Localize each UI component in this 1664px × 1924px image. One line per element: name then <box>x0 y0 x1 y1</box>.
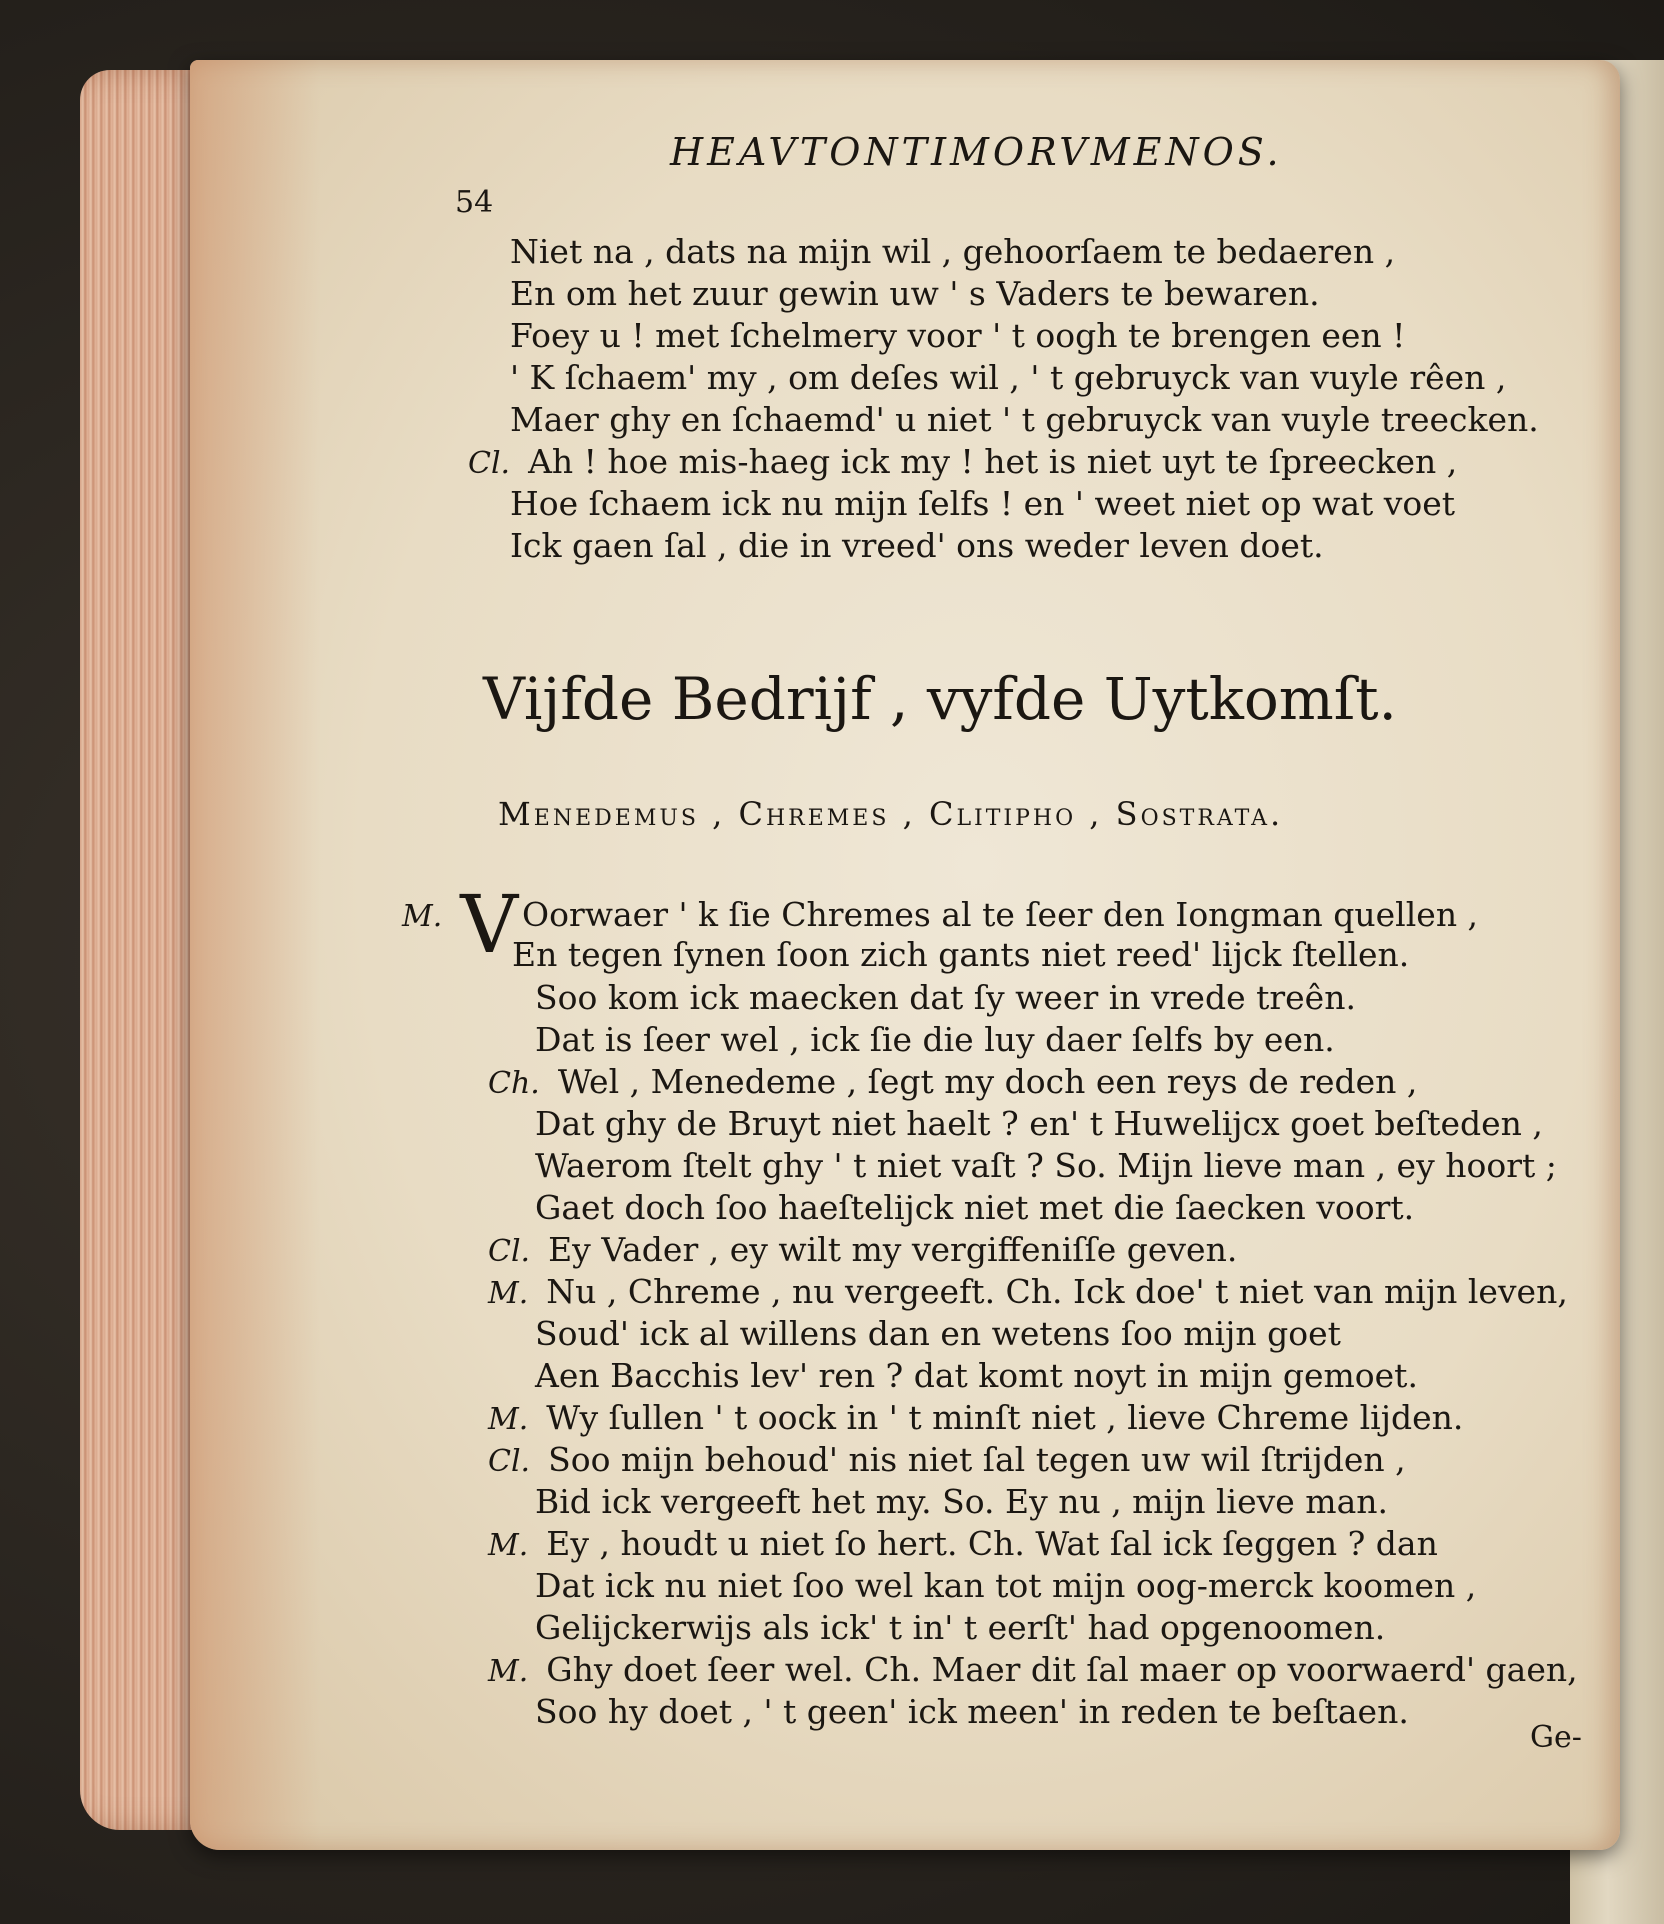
verse-text: Dat is ſeer wel , ick ſie die luy daer ſelfs by een. <box>535 1020 1335 1059</box>
verse-line <box>535 1608 1385 1648</box>
verse-line <box>488 1398 1463 1440</box>
verse-line <box>510 232 1395 272</box>
verse-line <box>488 1230 1237 1272</box>
verse-text: Gaet doch ſoo haeſtelijck niet met die ſaecken voort. <box>535 1188 1415 1227</box>
verse-line <box>488 1440 1406 1482</box>
verse-line <box>488 1524 1438 1566</box>
verse-text: Ghy doet ſeer wel. Ch. Maer dit ſal maer op voorwaerd' gaen, <box>546 1650 1578 1689</box>
verse-text: Maer ghy en ſchaemd' u niet ' t gebruyck van vuyle treecken. <box>510 400 1539 439</box>
second-dialogue-line: En tegen ſynen ſoon zich gants niet reed' lijck ſtellen. <box>512 935 1410 974</box>
verse-text: Waerom ſtelt ghy ' t niet vaſt ? So. Mijn lieve man , ey hoort ; <box>535 1146 1557 1185</box>
speaker-label: M. <box>488 1402 529 1437</box>
verse-text: Oorwaer ' k ſie Chremes al te ſeer den Iongman quellen , <box>522 895 1479 934</box>
verse-text: Soo kom ick maecken dat ſy weer in vrede treên. <box>535 978 1356 1017</box>
speaker-label: M. <box>488 1276 529 1311</box>
verse-line <box>535 1146 1557 1186</box>
verse-text: Bid ick vergeeft het my. So. Ey nu , mijn lieve man. <box>535 1482 1389 1521</box>
cast-list: Menedemus , Chremes , Clitipho , Sostrata. <box>498 795 1284 833</box>
verse-line <box>535 978 1356 1018</box>
book-page <box>190 60 1620 1850</box>
verse-text: Dat ick nu niet ſoo wel kan tot mijn oog-merck koomen , <box>535 1566 1477 1605</box>
verse-line <box>535 1692 1409 1732</box>
verse-text: Foey u ! met ſchelmery voor ' t oogh te brengen een ! <box>510 316 1406 355</box>
speaker-label: Cl. <box>468 446 511 481</box>
verse-line <box>510 526 1324 566</box>
speaker-label: M. <box>402 899 443 934</box>
verse-line <box>535 1356 1418 1396</box>
verse-text: Ick gaen ſal , die in vreed' ons weder leven doet. <box>510 526 1324 565</box>
running-head: HEAVTONTIMORVMENOS. <box>670 130 1283 174</box>
act-heading: Vijfde Bedrijf , vyfde Uytkomſt. <box>483 665 1397 733</box>
speaker-label: Cl. <box>488 1234 531 1269</box>
verse-line <box>488 1650 1578 1692</box>
verse-line <box>535 1482 1388 1522</box>
verse-text: Nu , Chreme , nu vergeeft. Ch. Ick doe' t niet van mijn leven, <box>546 1272 1568 1311</box>
verse-line <box>488 1272 1568 1314</box>
catchword: Ge- <box>1530 1720 1582 1755</box>
verse-text: Ey Vader , ey wilt my vergiffeniſſe geven. <box>548 1230 1238 1269</box>
verse-text: Wy ſullen ' t oock in ' t minſt niet , lieve Chreme lijden. <box>546 1398 1464 1437</box>
verse-text: Ey , houdt u niet ſo hert. Ch. Wat ſal ick ſeggen ? dan <box>546 1524 1438 1563</box>
verse-line <box>468 442 1457 484</box>
page-text <box>190 60 1620 1850</box>
verse-line <box>488 1062 1417 1104</box>
verse-text: Soo mijn behoud' nis niet ſal tegen uw wil ſtrijden , <box>548 1440 1406 1479</box>
verse-line <box>535 1314 1341 1354</box>
verse-text: Soud' ick al willens dan en wetens ſoo mijn goet <box>535 1314 1341 1353</box>
verse-line <box>535 1020 1335 1060</box>
speaker-label: Cl. <box>488 1444 531 1479</box>
verse-text: Hoe ſchaem ick nu mijn ſelfs ! en ' weet niet op wat voet <box>510 484 1456 523</box>
verse-line <box>535 1104 1543 1144</box>
verse-text: Dat ghy de Bruyt niet haelt ? en' t Huwelijcx goet beſteden , <box>535 1104 1543 1143</box>
verse-line <box>510 400 1539 440</box>
speaker-label: M. <box>488 1654 529 1689</box>
speaker-label: Ch. <box>488 1066 540 1101</box>
verse-text: Aen Bacchis lev' ren ? dat komt noyt in mijn gemoet. <box>535 1356 1418 1395</box>
verse-text: Soo hy doet , ' t geen' ick meen' in reden te beſtaen. <box>535 1692 1409 1731</box>
verse-line <box>535 1188 1414 1228</box>
verse-line <box>510 316 1405 356</box>
verse-text: Wel , Menedeme , ſegt my doch een reys de reden , <box>557 1062 1418 1101</box>
verse-text: Niet na , dats na mijn wil , gehoorſaem te bedaeren , <box>510 232 1396 271</box>
verse-line <box>510 484 1455 524</box>
verse-line <box>535 1566 1476 1606</box>
speaker-label: M. <box>488 1528 529 1563</box>
verse-text: ' K ſchaem' my , om deſes wil , ' t gebruyck van vuyle rêen , <box>510 358 1507 397</box>
drop-initial: V <box>460 878 519 971</box>
page-number: 54 <box>455 185 494 220</box>
verse-text: En om het zuur gewin uw ' s Vaders te bewaren. <box>510 274 1320 313</box>
verse-line <box>510 274 1320 314</box>
verse-line <box>510 358 1506 398</box>
verse-text: Ah ! hoe mis-haeg ick my ! het is niet uyt te ſpreecken , <box>528 442 1458 481</box>
verse-text: Gelijckerwijs als ick' t in' t eerſt' had opgenoomen. <box>535 1608 1386 1647</box>
